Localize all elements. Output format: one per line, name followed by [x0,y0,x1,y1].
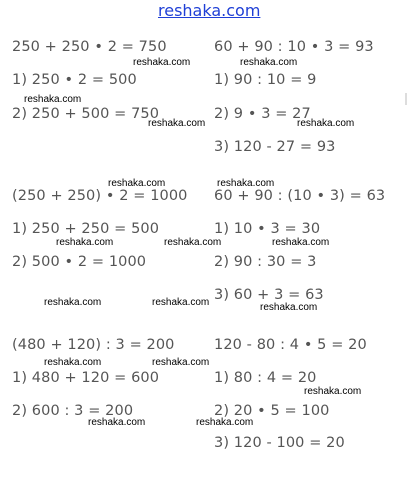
left-step-1-2: 2) 250 + 500 = 750 [12,106,160,122]
right-step-3-3: 3) 120 - 100 = 20 [214,435,345,451]
right-step-1-1: 1) 90 : 10 = 9 [214,72,317,88]
watermark: reshaka.com [260,302,318,313]
watermark: reshaka.com [24,94,82,105]
right-expression-1: 60 + 90 : 10 • 3 = 93 [214,39,374,55]
watermark: reshaka.com [108,178,166,189]
watermark: reshaka.com [196,417,254,428]
right-step-1-2: 2) 9 • 3 = 27 [214,106,311,122]
watermark: reshaka.com [148,118,206,129]
watermark: reshaka.com [56,237,114,248]
watermark: reshaka.com [44,297,102,308]
right-step-2-3: 3) 60 + 3 = 63 [214,287,324,303]
watermark: reshaka.com [133,57,191,68]
watermark: reshaka.com [217,178,275,189]
watermark: reshaka.com [272,237,330,248]
watermark: reshaka.com [297,118,355,129]
right-expression-3: 120 - 80 : 4 • 5 = 20 [214,337,367,353]
left-expression-2: (250 + 250) • 2 = 1000 [12,188,188,204]
right-step-2-1: 1) 10 • 3 = 30 [214,221,321,237]
right-expression-2: 60 + 90 : (10 • 3) = 63 [214,188,386,204]
watermark: reshaka.com [240,57,298,68]
site-title-link[interactable]: reshaka.com [158,1,261,20]
watermark: reshaka.com [88,417,146,428]
left-step-3-1: 1) 480 + 120 = 600 [12,370,160,386]
right-step-3-2: 2) 20 • 5 = 100 [214,403,330,419]
left-step-2-1: 1) 250 + 250 = 500 [12,221,160,237]
watermark: reshaka.com [164,237,222,248]
edge-divider [405,93,407,105]
right-step-3-1: 1) 80 : 4 = 20 [214,370,317,386]
left-expression-3: (480 + 120) : 3 = 200 [12,337,175,353]
right-step-1-3: 3) 120 - 27 = 93 [214,139,336,155]
left-step-2-2: 2) 500 • 2 = 1000 [12,254,147,270]
watermark: reshaka.com [44,357,102,368]
watermark: reshaka.com [152,357,210,368]
left-step-3-2: 2) 600 : 3 = 200 [12,403,134,419]
right-step-2-2: 2) 90 : 30 = 3 [214,254,317,270]
watermark: reshaka.com [304,386,362,397]
left-step-1-1: 1) 250 • 2 = 500 [12,72,137,88]
left-expression-1: 250 + 250 • 2 = 750 [12,39,167,55]
watermark: reshaka.com [152,297,210,308]
